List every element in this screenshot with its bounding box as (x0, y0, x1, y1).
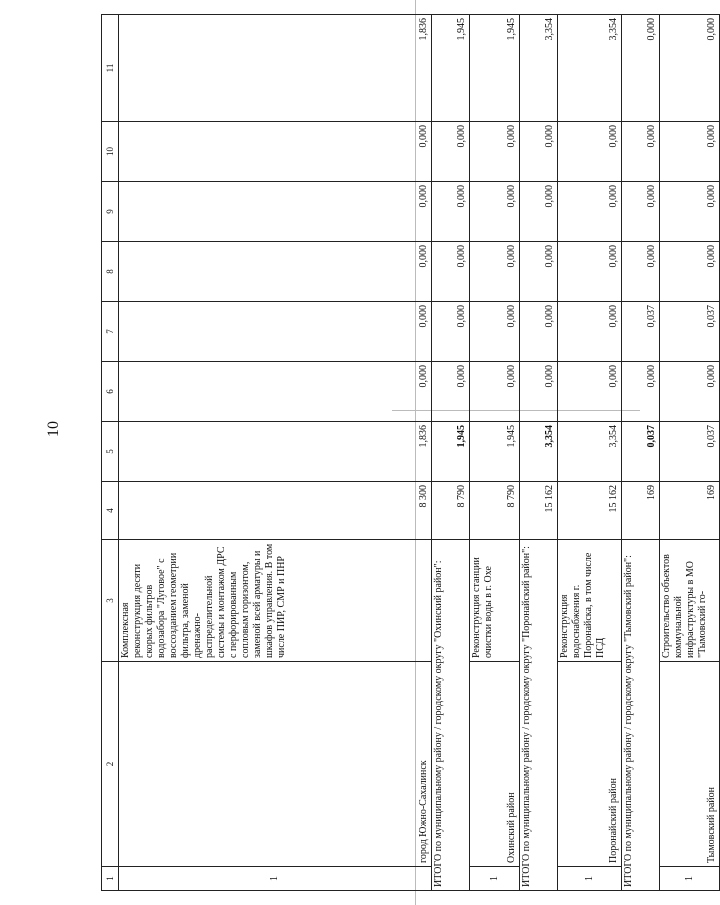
value-cell: 0,000 (520, 122, 558, 182)
value-cell: 169 (622, 482, 660, 540)
value-cell: 1,836 (119, 422, 432, 482)
value-cell: 0,037 (660, 302, 720, 362)
value-cell: 1,945 (470, 15, 520, 122)
value-cell: 0,000 (470, 302, 520, 362)
value-cell: 0,000 (660, 182, 720, 242)
value-cell: 0,000 (119, 242, 432, 302)
total-label: ИТОГО по муниципальному району / городскому округу "Охинский район": (432, 540, 470, 891)
municipality-cell: Охинский район (470, 662, 520, 867)
value-cell: 0,000 (119, 182, 432, 242)
row-index: 1 (119, 867, 432, 891)
row-index: 1 (660, 867, 720, 891)
table-row (119, 15, 432, 891)
value-cell: 0,037 (622, 302, 660, 362)
project-description: Реконструкция станции очистки воды в г. Охе (470, 540, 520, 662)
value-cell: 0,000 (622, 362, 660, 422)
project-description: Комплексная реконструкция десяти скорых фильтров водозабора "Луговое" с воссозданием геометрии фильтра, заменой дренажно-распределительной системы и монтажом ДРС с перфорированным сопловым горизонтом, заменой всей арматуры и шкафов управления. В том числе ПИР, СМР и ПНР (119, 540, 432, 662)
header-row (102, 15, 119, 891)
value-cell: 0,000 (558, 182, 622, 242)
value-cell: 0,000 (470, 242, 520, 302)
value-cell: 0,000 (520, 182, 558, 242)
value-cell: 1,945 (470, 422, 520, 482)
municipality-cell: Поронайский район (558, 662, 622, 867)
column-header: 4 (102, 482, 119, 540)
column-header: 6 (102, 362, 119, 422)
value-cell: 0,000 (432, 302, 470, 362)
total-label: ИТОГО по муниципальному району / городскому округу "Поронайский район": (520, 540, 558, 891)
municipality-cell: город Южно-Сахалинск (119, 662, 432, 867)
budget-table (101, 14, 720, 891)
value-cell: 0,000 (558, 362, 622, 422)
municipality-cell: Тымовский район (660, 662, 720, 867)
row-index: 1 (470, 867, 520, 891)
value-cell: 3,354 (520, 15, 558, 122)
table-row (470, 15, 520, 891)
value-cell: 0,000 (432, 362, 470, 422)
table-row (558, 15, 622, 891)
value-cell: 0,000 (558, 242, 622, 302)
value-cell: 0,000 (622, 242, 660, 302)
value-cell: 0,000 (558, 302, 622, 362)
value-cell: 1,945 (432, 15, 470, 122)
value-cell: 15 162 (520, 482, 558, 540)
total-label: ИТОГО по муниципальному району / городскому округу "Тымовский район": (622, 540, 660, 891)
value-cell: 3,354 (558, 15, 622, 122)
column-header: 9 (102, 182, 119, 242)
value-cell: 0,000 (470, 122, 520, 182)
value-cell: 3,354 (520, 422, 558, 482)
value-cell: 0,000 (119, 362, 432, 422)
value-cell: 0,000 (432, 182, 470, 242)
total-row (432, 15, 470, 891)
value-cell: 1,945 (432, 422, 470, 482)
value-cell: 15 162 (558, 482, 622, 540)
value-cell: 0,000 (660, 15, 720, 122)
column-header: 7 (102, 302, 119, 362)
column-header: 3 (102, 540, 119, 662)
table-body (119, 15, 720, 891)
value-cell: 8 790 (432, 482, 470, 540)
value-cell: 0,000 (470, 182, 520, 242)
value-cell: 0,000 (520, 362, 558, 422)
value-cell: 0,000 (622, 15, 660, 122)
total-row (520, 15, 558, 891)
column-header: 2 (102, 662, 119, 867)
value-cell: 3,354 (558, 422, 622, 482)
value-cell: 0,000 (558, 122, 622, 182)
value-cell: 0,000 (470, 362, 520, 422)
value-cell: 1,836 (119, 15, 432, 122)
table-row (660, 15, 720, 891)
project-description: Реконструкция водоснабжения г. Поронайска, в том числе ПСД (558, 540, 622, 662)
value-cell: 0,000 (622, 182, 660, 242)
column-header: 5 (102, 422, 119, 482)
column-header: 1 (102, 867, 119, 891)
column-header: 10 (102, 122, 119, 182)
value-cell: 0,037 (660, 422, 720, 482)
value-cell: 0,000 (660, 362, 720, 422)
value-cell: 0,000 (520, 302, 558, 362)
value-cell: 8 300 (119, 482, 432, 540)
value-cell: 0,000 (119, 302, 432, 362)
column-header: 8 (102, 242, 119, 302)
value-cell: 0,037 (622, 422, 660, 482)
total-row (622, 15, 660, 891)
value-cell: 8 790 (470, 482, 520, 540)
rotated-table-sheet (100, 0, 717, 905)
value-cell: 169 (660, 482, 720, 540)
project-description: Строительство объектов коммунальной инфраструктуры в МО "Тымовский го- (660, 540, 720, 662)
value-cell: 0,000 (432, 122, 470, 182)
value-cell: 0,000 (622, 122, 660, 182)
column-header: 11 (102, 15, 119, 122)
value-cell: 0,000 (520, 242, 558, 302)
value-cell: 0,000 (119, 122, 432, 182)
value-cell: 0,000 (432, 242, 470, 302)
value-cell: 0,000 (660, 122, 720, 182)
page-number: 10 (45, 421, 62, 437)
row-index: 1 (558, 867, 622, 891)
value-cell: 0,000 (660, 242, 720, 302)
